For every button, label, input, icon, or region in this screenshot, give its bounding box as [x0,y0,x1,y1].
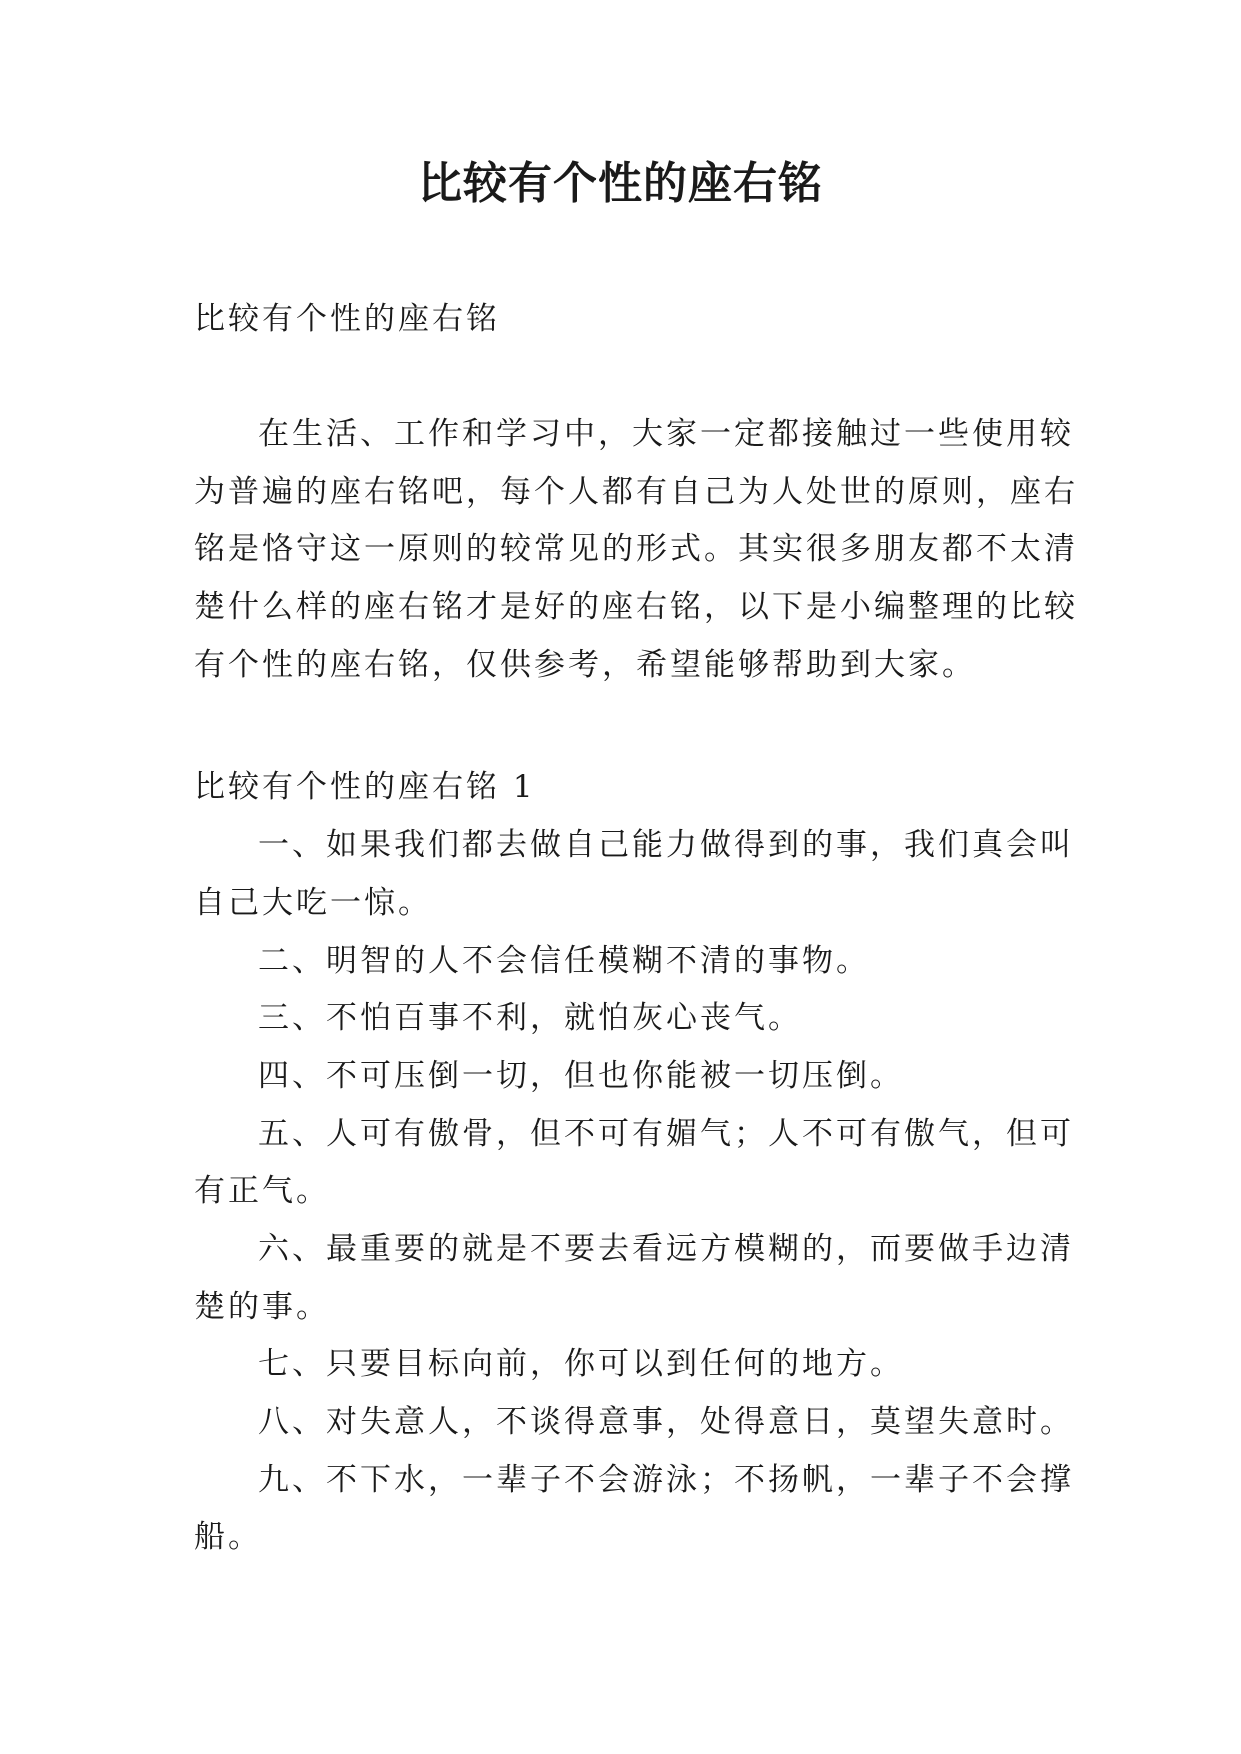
motto-line: 五、人可有傲骨，但不可有媚气；人不可有傲气，但可 [258,1116,1074,1152]
motto-line: 二、明智的人不会信任模糊不清的事物。 [258,943,870,979]
motto-line: 六、最重要的就是不要去看远方模糊的，而要做手边清 [258,1231,1074,1267]
motto-line: 八、对失意人，不谈得意事，处得意日，莫望失意时。 [258,1404,1074,1440]
intro-line: 有个性的座右铭，仅供参考，希望能够帮助到大家。 [194,647,976,683]
intro-line: 为普遍的座右铭吧，每个人都有自己为人处世的原则，座右 [194,474,1078,510]
document-title: 比较有个性的座右铭 [418,158,823,209]
intro-line: 铭是恪守这一原则的较常见的形式。其实很多朋友都不太清 [194,531,1078,567]
motto-line: 自己大吃一惊。 [194,885,432,921]
motto-line: 船。 [194,1519,262,1555]
intro-line: 楚什么样的座右铭才是好的座右铭，以下是小编整理的比较 [194,589,1078,625]
motto-line: 九、不下水，一辈子不会游泳；不扬帆，一辈子不会撑 [258,1462,1074,1498]
intro-line: 在生活、工作和学习中，大家一定都接触过一些使用较 [258,416,1074,452]
motto-line: 四、不可压倒一切，但也你能被一切压倒。 [258,1058,904,1094]
motto-line: 三、不怕百事不利，就怕灰心丧气。 [258,1000,802,1036]
section-heading: 比较有个性的座右铭 1 [194,769,536,805]
motto-line: 楚的事。 [194,1289,330,1325]
motto-line: 七、只要目标向前，你可以到任何的地方。 [258,1346,904,1382]
motto-line: 有正气。 [194,1173,330,1209]
motto-line: 一、如果我们都去做自己能力做得到的事，我们真会叫 [258,827,1074,863]
document-subtitle: 比较有个性的座右铭 [194,301,500,337]
